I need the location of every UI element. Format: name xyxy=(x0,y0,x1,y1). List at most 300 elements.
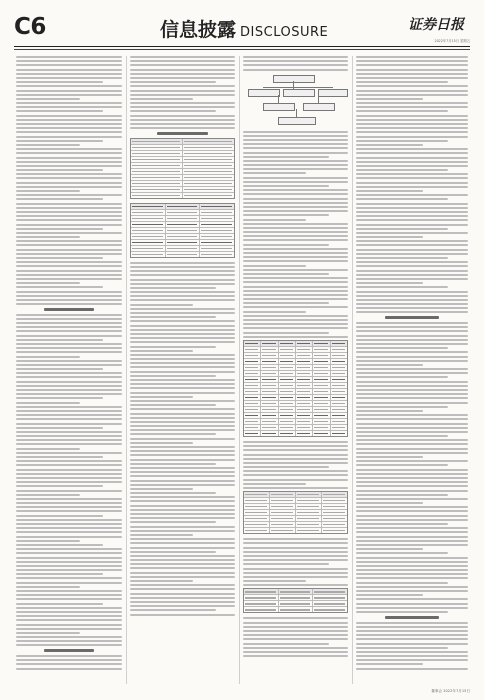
text-line xyxy=(16,351,122,353)
table-cell xyxy=(244,589,279,594)
table-cell xyxy=(131,222,166,227)
table-cell xyxy=(296,401,313,406)
text-line xyxy=(16,291,122,293)
text-line xyxy=(243,470,348,472)
text-line xyxy=(16,510,122,512)
table-cell xyxy=(296,407,313,412)
diagram-connector xyxy=(263,87,333,88)
text-line xyxy=(130,77,235,79)
text-line xyxy=(356,360,468,362)
text-line xyxy=(16,207,122,209)
table-cell xyxy=(200,222,234,227)
data-table xyxy=(130,138,235,199)
text-line xyxy=(130,287,216,289)
text-line xyxy=(130,115,235,117)
table-cell xyxy=(331,425,347,430)
text-line xyxy=(356,274,468,276)
text-line xyxy=(356,456,423,458)
text-line xyxy=(356,406,448,408)
table-cell xyxy=(244,413,261,418)
page-header xyxy=(14,12,470,46)
text-line xyxy=(356,544,468,546)
table-cell xyxy=(166,234,201,239)
text-line xyxy=(356,536,468,538)
text-line xyxy=(16,385,122,387)
text-line xyxy=(356,106,468,108)
text-line xyxy=(130,379,235,381)
text-line xyxy=(243,332,329,334)
text-line xyxy=(356,423,468,425)
table-cell xyxy=(244,510,270,515)
text-line xyxy=(356,311,468,313)
text-line xyxy=(130,106,235,108)
table-cell xyxy=(131,204,166,209)
text-line xyxy=(356,203,468,205)
text-line xyxy=(130,123,235,125)
text-line xyxy=(356,351,468,353)
text-line xyxy=(356,177,468,179)
text-line xyxy=(243,69,348,71)
text-line xyxy=(130,362,235,364)
text-line xyxy=(16,131,122,133)
text-line xyxy=(130,408,235,410)
diagram-connector xyxy=(293,81,294,89)
table-cell xyxy=(183,139,234,144)
table-cell xyxy=(131,193,183,198)
text-line xyxy=(356,414,468,416)
text-line xyxy=(356,64,468,66)
text-line xyxy=(130,98,193,100)
text-line xyxy=(130,614,235,616)
text-line xyxy=(356,603,468,605)
diagram-box xyxy=(278,117,316,125)
table-cell xyxy=(313,389,330,394)
text-line xyxy=(243,311,306,313)
text-line xyxy=(16,544,103,546)
table-cell xyxy=(279,359,296,364)
text-line xyxy=(356,427,468,429)
text-line xyxy=(356,638,468,640)
text-line xyxy=(130,119,235,121)
text-line xyxy=(243,580,306,582)
table-cell xyxy=(166,210,201,215)
text-line xyxy=(16,655,122,657)
table-cell xyxy=(183,193,234,198)
text-line xyxy=(356,110,448,112)
text-line xyxy=(243,210,348,212)
text-line xyxy=(130,73,235,75)
text-line xyxy=(16,356,80,358)
text-line xyxy=(16,376,122,378)
text-line xyxy=(356,573,468,575)
text-line xyxy=(356,335,468,337)
text-line xyxy=(16,69,122,71)
text-line xyxy=(16,607,122,609)
text-line xyxy=(356,498,468,500)
text-line xyxy=(356,393,468,395)
text-line xyxy=(16,402,80,404)
table-cell xyxy=(296,431,313,436)
table-cell xyxy=(331,395,347,400)
text-line xyxy=(243,206,348,208)
text-line xyxy=(243,547,348,549)
text-line xyxy=(16,364,122,366)
text-line xyxy=(16,115,122,117)
text-line xyxy=(356,586,468,588)
text-line xyxy=(243,651,348,653)
text-line xyxy=(130,597,235,599)
text-line xyxy=(356,152,468,154)
text-line xyxy=(130,387,235,389)
table-cell xyxy=(313,431,330,436)
text-line xyxy=(16,182,122,184)
table-cell xyxy=(279,401,296,406)
table-cell xyxy=(244,528,270,533)
text-line xyxy=(16,636,122,638)
text-line xyxy=(16,157,122,159)
text-line xyxy=(130,383,235,385)
text-line xyxy=(243,181,348,183)
text-line xyxy=(356,651,468,653)
table-cell xyxy=(279,395,296,400)
text-line xyxy=(130,60,235,62)
text-line xyxy=(16,515,103,517)
text-line xyxy=(356,611,448,613)
table-cell xyxy=(331,377,347,382)
table-cell xyxy=(183,175,234,180)
ownership-diagram xyxy=(243,75,348,125)
text-line xyxy=(243,542,348,544)
text-line xyxy=(16,102,122,104)
text-line xyxy=(16,228,103,230)
table-cell xyxy=(131,181,183,186)
header-meta: 2022年7月15日 星期五 xyxy=(434,39,470,43)
section-heading xyxy=(44,649,95,652)
table-cell xyxy=(200,210,234,215)
text-line xyxy=(16,127,122,129)
text-line xyxy=(16,632,80,634)
text-line xyxy=(16,236,80,238)
text-line xyxy=(16,85,122,87)
text-line xyxy=(243,214,329,216)
table-cell xyxy=(131,216,166,221)
text-line xyxy=(16,169,103,171)
text-line xyxy=(16,469,122,471)
table-cell xyxy=(200,204,234,209)
text-line xyxy=(356,131,468,133)
text-line xyxy=(356,502,423,504)
text-line xyxy=(356,119,468,121)
table-cell xyxy=(279,353,296,358)
diagram-box xyxy=(283,89,315,97)
table-cell xyxy=(296,341,313,346)
text-line xyxy=(16,318,122,320)
table-cell xyxy=(313,347,330,352)
text-line xyxy=(356,322,468,324)
text-line xyxy=(130,425,235,427)
text-line xyxy=(16,249,122,251)
table-cell xyxy=(261,353,278,358)
text-line xyxy=(130,559,235,561)
text-line xyxy=(16,663,122,665)
table-cell xyxy=(244,595,279,600)
text-line xyxy=(243,152,348,154)
table-cell xyxy=(131,169,183,174)
text-line xyxy=(16,423,122,425)
text-line xyxy=(16,347,122,349)
text-line xyxy=(16,586,80,588)
text-line xyxy=(356,261,468,263)
text-line xyxy=(356,144,423,146)
text-line xyxy=(16,190,80,192)
text-line xyxy=(16,270,122,272)
table-cell xyxy=(261,371,278,376)
page-code: C6 xyxy=(14,14,46,40)
text-line xyxy=(130,454,235,456)
table-cell xyxy=(244,516,270,521)
table-cell xyxy=(261,365,278,370)
text-line xyxy=(130,492,216,494)
table-cell xyxy=(313,383,330,388)
text-line xyxy=(243,647,348,649)
table-cell xyxy=(166,228,201,233)
text-line xyxy=(356,439,468,441)
text-line xyxy=(130,354,235,356)
text-line xyxy=(243,576,348,578)
text-line xyxy=(16,485,103,487)
text-line xyxy=(16,506,122,508)
table-cell xyxy=(322,498,347,503)
table-cell xyxy=(131,157,183,162)
text-line xyxy=(16,64,122,66)
text-line xyxy=(130,505,235,507)
text-line xyxy=(243,256,348,258)
text-line xyxy=(16,393,122,395)
table-cell xyxy=(244,371,261,376)
table-cell xyxy=(270,516,296,521)
table-cell xyxy=(313,607,347,612)
text-line xyxy=(243,164,348,166)
text-line xyxy=(130,459,235,461)
table-cell xyxy=(270,510,296,515)
text-line xyxy=(130,467,235,469)
text-line xyxy=(16,295,122,297)
text-line xyxy=(130,438,235,440)
table-cell xyxy=(244,395,261,400)
text-line xyxy=(356,577,468,579)
text-line xyxy=(16,186,122,188)
text-line xyxy=(356,165,468,167)
text-line xyxy=(356,435,448,437)
text-line xyxy=(16,123,122,125)
text-line xyxy=(356,236,423,238)
table-cell xyxy=(296,359,313,364)
text-line xyxy=(16,257,103,259)
table-cell xyxy=(296,492,322,497)
text-line xyxy=(130,446,235,448)
text-line xyxy=(243,273,329,275)
table-cell xyxy=(296,383,313,388)
table-cell xyxy=(261,425,278,430)
table-cell xyxy=(331,383,347,388)
text-line xyxy=(243,202,348,204)
text-line xyxy=(243,315,348,317)
table-cell xyxy=(244,347,261,352)
text-line xyxy=(16,286,103,288)
table-cell xyxy=(244,353,261,358)
text-line xyxy=(130,450,235,452)
text-line xyxy=(16,372,122,374)
table-cell xyxy=(244,341,261,346)
text-line xyxy=(16,389,122,391)
text-line xyxy=(16,640,122,642)
text-line xyxy=(356,190,423,192)
text-line xyxy=(16,577,122,579)
section-heading xyxy=(44,308,95,311)
text-line xyxy=(16,60,122,62)
text-column-3 xyxy=(243,56,348,684)
table-cell xyxy=(322,528,347,533)
text-line xyxy=(243,479,348,481)
text-line xyxy=(16,598,122,600)
table-cell xyxy=(279,407,296,412)
text-line xyxy=(130,433,216,435)
text-line xyxy=(16,56,122,58)
text-line xyxy=(243,286,348,288)
text-line xyxy=(130,488,193,490)
text-line xyxy=(130,417,235,419)
text-line xyxy=(130,404,216,406)
text-line xyxy=(16,224,122,226)
text-line xyxy=(243,185,329,187)
text-line xyxy=(16,144,80,146)
text-line xyxy=(16,152,122,154)
text-line xyxy=(243,298,348,300)
text-line xyxy=(16,490,122,492)
text-line xyxy=(243,474,348,476)
text-line xyxy=(16,481,122,483)
text-line xyxy=(356,510,468,512)
table-cell xyxy=(279,595,314,600)
text-line xyxy=(16,565,122,567)
text-line xyxy=(356,343,468,345)
table-cell xyxy=(331,341,347,346)
table-cell xyxy=(244,407,261,412)
table-cell xyxy=(279,365,296,370)
table-cell xyxy=(183,145,234,150)
table-row xyxy=(131,193,234,198)
table-cell xyxy=(183,187,234,192)
table-cell xyxy=(244,431,261,436)
table-cell xyxy=(131,210,166,215)
table-cell xyxy=(331,353,347,358)
text-line xyxy=(356,552,448,554)
table-cell xyxy=(261,383,278,388)
text-line xyxy=(356,136,468,138)
text-line xyxy=(16,527,122,529)
table-cell xyxy=(261,419,278,424)
table-cell xyxy=(296,522,322,527)
text-line xyxy=(243,306,348,308)
table-cell xyxy=(244,401,261,406)
table-cell xyxy=(200,228,234,233)
text-line xyxy=(130,308,235,310)
text-line xyxy=(130,576,235,578)
text-line xyxy=(356,140,448,142)
text-line xyxy=(356,56,468,58)
text-line xyxy=(243,454,348,456)
text-line xyxy=(243,235,348,237)
text-line xyxy=(130,429,235,431)
text-line xyxy=(16,322,122,324)
text-line xyxy=(130,81,216,83)
text-line xyxy=(243,172,306,174)
text-line xyxy=(356,410,423,412)
text-line xyxy=(130,312,235,314)
text-line xyxy=(16,253,122,255)
text-line xyxy=(356,557,468,559)
text-line xyxy=(356,368,468,370)
text-line xyxy=(16,502,122,504)
text-line xyxy=(130,513,235,515)
table-cell xyxy=(270,528,296,533)
diagram-box xyxy=(303,103,335,111)
text-line xyxy=(356,548,423,550)
diagram-connector xyxy=(278,95,279,103)
text-line xyxy=(16,464,122,466)
table-cell xyxy=(244,359,261,364)
text-line xyxy=(356,477,468,479)
text-line xyxy=(130,413,235,415)
text-line xyxy=(356,148,468,150)
table-cell xyxy=(244,419,261,424)
text-line xyxy=(16,194,122,196)
text-line xyxy=(356,219,468,221)
text-line xyxy=(16,173,122,175)
text-line xyxy=(130,295,235,297)
text-line xyxy=(243,487,348,489)
text-line xyxy=(130,329,235,331)
text-line xyxy=(356,443,468,445)
table-cell xyxy=(296,516,322,521)
text-line xyxy=(356,506,468,508)
text-line xyxy=(16,177,122,179)
table-cell xyxy=(296,353,313,358)
text-line xyxy=(356,240,468,242)
text-line xyxy=(16,343,122,345)
text-line xyxy=(130,567,235,569)
table-cell xyxy=(166,222,201,227)
text-line xyxy=(356,85,468,87)
text-line xyxy=(16,140,103,142)
table-cell xyxy=(296,371,313,376)
text-line xyxy=(16,136,122,138)
text-line xyxy=(356,561,468,563)
table-cell xyxy=(183,181,234,186)
table-cell xyxy=(270,504,296,509)
table-cell xyxy=(166,240,201,245)
text-line xyxy=(243,60,348,62)
text-line xyxy=(356,626,468,628)
text-line xyxy=(130,588,235,590)
text-line xyxy=(16,381,122,383)
text-line xyxy=(16,73,122,75)
table-cell xyxy=(322,522,347,527)
text-line xyxy=(16,360,122,362)
text-line xyxy=(130,262,235,264)
text-line xyxy=(356,182,468,184)
table-cell xyxy=(279,419,296,424)
